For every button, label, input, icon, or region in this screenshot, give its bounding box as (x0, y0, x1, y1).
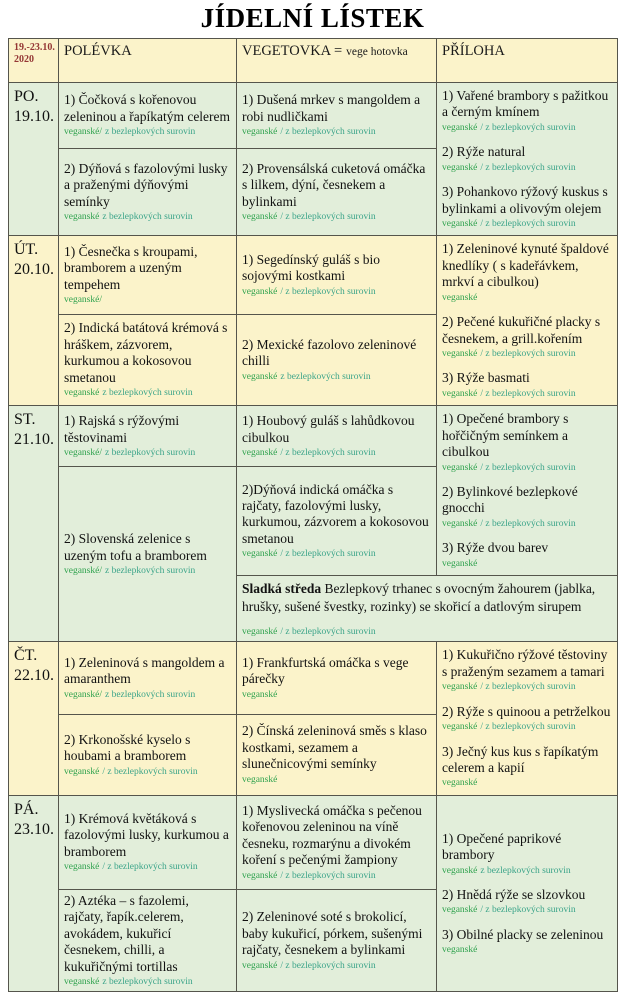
side-item (442, 411, 612, 474)
day-label-cell (9, 83, 59, 236)
vege-column-sublabel: vege hotovka (346, 46, 408, 58)
day-date: 20.10. (14, 261, 54, 279)
vegan-tag: veganské (242, 286, 278, 297)
day-date: 22.10. (14, 667, 54, 685)
soup-cell (59, 148, 237, 236)
dish-text: 3) Rýže basmati (442, 370, 530, 386)
dish-text: 1) Vařené brambory s pažitkou a černým kmínem (442, 88, 609, 120)
gluten-free-tag: / z bezlepkových surovin (280, 448, 376, 459)
dish-text: 2) Indická batátová krémová s hráškem, zázvorem, kurkumou a kokosovou smetanou (64, 320, 228, 385)
dish-text: 3) Obilné placky se zeleninou (442, 926, 604, 942)
header-date-cell (9, 39, 59, 83)
vegan-tag: veganské/ (64, 689, 102, 700)
gluten-free-tag: / z bezlepkových surovin (480, 722, 576, 733)
side-item (442, 744, 612, 790)
table-row (9, 236, 618, 314)
side-item (442, 184, 612, 230)
vege-main-cell (237, 406, 437, 467)
vegan-tag: veganské (64, 388, 100, 399)
side-item (442, 831, 612, 877)
gluten-free-tag: / z bezlepkových surovin (280, 549, 376, 560)
soup-cell (59, 642, 237, 714)
vegan-tag: veganské (442, 388, 478, 399)
soup-cell (59, 83, 237, 149)
dish-text: 2) Čínská zeleninová směs s klaso kostkami, sezamem a slunečnicovými semínky (242, 723, 427, 772)
soup-cell (59, 795, 237, 889)
gluten-free-tag: / z bezlepkových surovin (280, 127, 376, 138)
dish-text: 1) Segedínský guláš s bio sojovými kostkami (242, 251, 380, 284)
menu-table (8, 38, 618, 992)
soup-cell (59, 467, 237, 642)
soup-column-label: POLÉVKA (64, 43, 132, 59)
vegan-tag: veganské (64, 862, 100, 873)
gluten-free-tag: / z bezlepkových surovin (280, 286, 376, 297)
gluten-free-tag: z bezlepkových surovin (102, 977, 193, 988)
gluten-free-tag: z bezlepkových surovin (105, 566, 196, 577)
dish-text: 2) Bylinkové bezlepkové gnocchi (442, 483, 578, 516)
day-name: ST. (14, 411, 36, 429)
vegan-tag: veganské (442, 518, 478, 529)
vege-column-label: VEGETOVKA = (242, 43, 343, 59)
vegan-tag: veganské (242, 448, 278, 459)
dish-text: 2) Krkonošské kyselo s houbami a bramborem (64, 731, 191, 764)
side-item (442, 647, 612, 693)
soup-cell (59, 314, 237, 405)
vege-main-cell (237, 714, 437, 795)
gluten-free-tag: / z bezlepkových surovin (480, 162, 576, 173)
soup-cell (59, 236, 237, 314)
dish-text: 1) Krémová květáková s fazolovými lusky, kurkumou a bramborem (64, 810, 229, 859)
gluten-free-tag: z bezlepkových surovin (102, 388, 193, 399)
table-row (9, 642, 618, 714)
day-date: 19.10. (14, 108, 54, 125)
vege-main-cell (237, 795, 437, 889)
gluten-free-tag: / z bezlepkových surovin (480, 388, 576, 399)
date-range-line2: 2020 (14, 53, 34, 65)
dish-text: 1) Zeleninová s mangoldem a amaranthem (64, 654, 225, 687)
day-label-cell (9, 795, 59, 992)
gluten-free-tag: / z bezlepkových surovin (480, 518, 576, 529)
vege-main-cell (237, 314, 437, 405)
vege-main-cell (237, 148, 437, 236)
vegan-tag: veganské (442, 122, 478, 133)
gluten-free-tag: / z bezlepkových surovin (102, 862, 198, 873)
gluten-free-tag: / z bezlepkových surovin (480, 349, 576, 360)
vege-main-cell (237, 236, 437, 314)
vege-main-cell (237, 642, 437, 714)
date-range-line1: 19.-23.10. (14, 42, 55, 53)
side-dishes-cell (437, 83, 618, 236)
vegan-tag: veganské (442, 162, 478, 173)
vegan-tag: veganské (242, 127, 278, 138)
vegan-tag: veganské (242, 371, 278, 382)
vegan-tag: veganské/ (64, 566, 102, 577)
vegan-tag: veganské (242, 689, 278, 700)
gluten-free-tag: / z bezlepkových surovin (480, 122, 576, 133)
gluten-free-tag: / z bezlepkových surovin (280, 627, 376, 638)
day-label-cell (9, 406, 59, 642)
dish-text: 2) Mexické fazolovo zeleninové chilli (242, 336, 417, 369)
dish-text: 2) Slovenská zelenice s uzeným tofu a bramborem (64, 531, 207, 563)
vegan-tag: veganské (442, 865, 478, 876)
vegan-tag: veganské (442, 722, 478, 733)
vegan-tag: veganské (442, 682, 478, 693)
vegan-tag: veganské (64, 977, 100, 988)
soup-cell (59, 889, 237, 992)
vegan-tag: veganské (64, 212, 100, 223)
side-item (442, 484, 612, 530)
header-vege-column (237, 39, 437, 83)
day-name: PO. (14, 88, 39, 105)
day-label-cell (9, 236, 59, 406)
dish-text: 1) Opečené paprikové brambory (442, 830, 562, 863)
dish-text: 2)Dýňová indická omáčka s rajčaty, fazolovými lusky, kurkumou, zázvorem a kokosovou smetanou (242, 481, 429, 546)
vegan-tag: veganské/ (64, 127, 102, 138)
header-soup-column (59, 39, 237, 83)
vegan-tag: veganské (242, 774, 278, 785)
side-item (442, 314, 612, 360)
gluten-free-tag: / z bezlepkových surovin (480, 905, 576, 916)
side-dishes-cell (437, 406, 618, 576)
side-dishes-cell (437, 236, 618, 406)
dish-text: 1) Rajská s rýžovými těstovinami (64, 413, 180, 445)
side-dishes-cell (437, 795, 618, 992)
day-date: 23.10. (14, 820, 54, 838)
vegan-tag: veganské (442, 219, 478, 230)
vegan-tag: veganské (442, 945, 478, 956)
side-item (442, 927, 612, 957)
gluten-free-tag: z bezlepkových surovin (280, 371, 371, 382)
day-label-cell (9, 642, 59, 795)
day-name: ČT. (14, 647, 38, 665)
gluten-free-tag: z bezlepkových surovin (105, 448, 196, 459)
dish-text: 2) Pečené kukuřičné placky s česnekem, a grill.kořením (442, 314, 601, 346)
vegan-tag: veganské (242, 549, 278, 560)
side-dishes-cell (437, 642, 618, 795)
sweet-wednesday-text: Bezlepkový trhanec s ovocným žahourem (jablka, hrušky, sušené švestky, rozinky) se skořicí a datlovým sirupem (242, 581, 596, 615)
vegan-tag: veganské (442, 349, 478, 360)
side-item (442, 540, 612, 570)
dish-text: 1) Houbový guláš s lahůdkovou cibulkou (242, 413, 415, 445)
sweet-wednesday-title: Sladká středa (242, 581, 322, 597)
dish-text: 1) Kukuřično rýžové těstoviny s praženým sezamem a tamari (442, 647, 608, 679)
soup-cell (59, 406, 237, 467)
dish-text: 3) Pohankovo rýžový kuskus s bylinkami a olivovým olejem (442, 184, 608, 216)
vegan-tag: veganské (242, 870, 278, 881)
vegan-tag: veganské/ (64, 295, 102, 306)
dish-text: 2) Provensálská cuketová omáčka s lilkem, dýní, česnekem a bylinkami (242, 160, 426, 209)
table-row (9, 406, 618, 467)
gluten-free-tag: / z bezlepkových surovin (480, 462, 576, 473)
dish-text: 1) Zeleninové kynuté špaldové knedlíky ( s kadeřávkem, mrkví a cibulkou) (442, 241, 609, 290)
soup-cell (59, 714, 237, 795)
header-side-column (437, 39, 618, 83)
dish-text: 2) Rýže natural (442, 144, 526, 160)
side-item (442, 370, 612, 400)
vegan-tag: veganské (64, 766, 100, 777)
side-item (442, 887, 612, 917)
vege-main-cell (237, 83, 437, 149)
side-item (442, 88, 612, 134)
dish-text: 2) Rýže s quinoou a petrželkou (442, 703, 611, 719)
dish-text: 1) Dušená mrkev s mangoldem a robi nudličkami (242, 92, 421, 124)
side-column-label: PŘÍLOHA (442, 43, 505, 59)
dish-text: 1) Čočková s kořenovou zeleninou a řapíkatým celerem (64, 92, 231, 124)
day-name: ÚT. (14, 241, 39, 259)
dish-text: 2) Zeleninové soté s brokolicí, baby kukuřicí, pórkem, sušenými rajčaty, česnekem a bylinkami (242, 909, 423, 958)
vege-main-cell (237, 467, 437, 576)
side-item (442, 241, 612, 304)
gluten-free-tag: z bezlepkových surovin (480, 865, 571, 876)
dish-text: 3) Rýže dvou barev (442, 540, 549, 556)
gluten-free-tag: z bezlepkových surovin (102, 212, 193, 223)
vegan-tag: veganské (442, 292, 478, 303)
vegan-tag: veganské/ (64, 448, 102, 459)
table-row (9, 83, 618, 149)
sweet-wednesday-cell (237, 576, 618, 642)
vegan-tag: veganské (442, 462, 478, 473)
dish-text: 1) Myslivecká omáčka s pečenou kořenovou zeleninou na víně česneku, rozmarýnu a divokém koření s pečenými žampiony (242, 802, 422, 868)
dish-text: 2) Hnědá rýže se slzovkou (442, 886, 586, 902)
vegan-tag: veganské (242, 627, 278, 638)
dish-text: 2) Dýňová s fazolovými lusky a praženými dýňovými semínky (64, 160, 228, 209)
day-date: 21.10. (14, 431, 54, 449)
vegan-tag: veganské (242, 212, 278, 223)
gluten-free-tag: / z bezlepkových surovin (280, 960, 376, 971)
dish-text: 1) Česnečka s kroupami, bramborem a uzeným tempehem (64, 243, 198, 292)
side-item (442, 704, 612, 734)
vegan-tag: veganské (242, 960, 278, 971)
dish-text: 1) Opečené brambory s hořčičným semínkem a cibulkou (442, 411, 569, 460)
day-name: PÁ. (14, 800, 39, 818)
vegan-tag: veganské (442, 558, 478, 569)
gluten-free-tag: / z bezlepkových surovin (280, 870, 376, 881)
side-item (442, 144, 612, 174)
gluten-free-tag: z bezlepkových surovin (105, 127, 196, 138)
table-row (9, 795, 618, 889)
vege-main-cell (237, 889, 437, 992)
gluten-free-tag: z bezlepkových surovin (105, 689, 196, 700)
dish-text: 3) Ječný kus kus s řapíkatým celerem a kapií (442, 743, 599, 775)
gluten-free-tag: / z bezlepkových surovin (102, 766, 198, 777)
vegan-tag: veganské (442, 778, 478, 789)
gluten-free-tag: / z bezlepkových surovin (480, 219, 576, 230)
gluten-free-tag: / z bezlepkových surovin (280, 212, 376, 223)
dish-text: 1) Frankfurtská omáčka s vege párečky (242, 654, 409, 687)
vegan-tag: veganské (442, 905, 478, 916)
table-header-row (9, 39, 618, 83)
dish-text: 2) Aztéka – s fazolemi, rajčaty, řapík.celerem, avokádem, kukuřicí česnekem, chilli, a kukuřičnými tortillas (64, 892, 189, 974)
gluten-free-tag: / z bezlepkových surovin (480, 682, 576, 693)
page-title: JÍDELNÍ LÍSTEK (200, 3, 425, 33)
